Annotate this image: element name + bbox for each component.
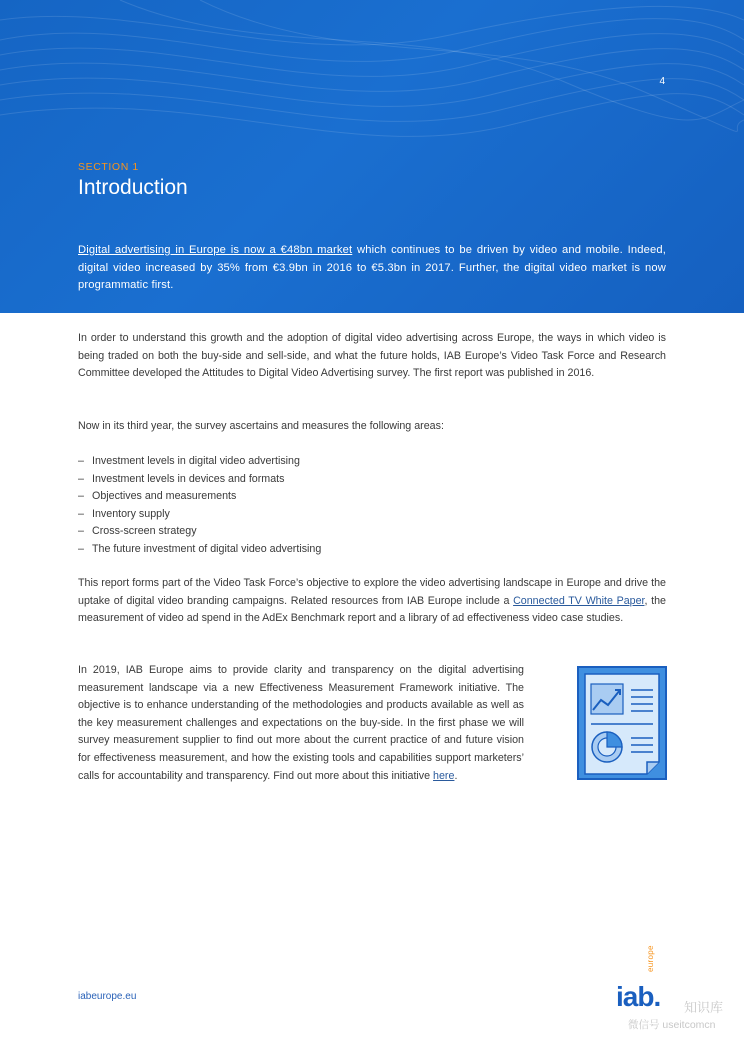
footer-url[interactable]: iabeurope.eu [78, 991, 137, 1002]
list-item: – Objectives and measurements [78, 488, 321, 506]
iab-logo-europe: europe [646, 945, 655, 972]
list-item: – Investment levels in devices and formats [78, 471, 321, 489]
list-item: – Cross-screen strategy [78, 523, 321, 541]
areas-list [78, 453, 321, 558]
p3-text-b: , the measurement of video ad spend in the AdEx Benchmark report and a library of ad effectiveness video case studies. [78, 594, 666, 625]
section-label: SECTION 1 [78, 161, 139, 173]
paragraph-task-force [78, 575, 666, 628]
p3-text-a: This report forms part of the Video Task Force’s objective to explore the video advertising landscape in Europe and drive the uptake of digital video branding campaigns. Related resources from IAB Europe include a [78, 577, 666, 607]
connected-tv-link[interactable]: Connected TV White Paper [513, 594, 645, 607]
page-title: Introduction [78, 176, 188, 199]
iab-logo: iab. [616, 981, 661, 1012]
p4-text-b: . [454, 769, 458, 782]
watermark-subtitle: 微信号 useitcomcn [628, 1019, 716, 1031]
header-banner [0, 0, 744, 313]
intro-text: which continues to be driven by video and mobile. Indeed, digital video increased by 35% from €3.9bn in 2016 to €5.3bn in 2017. Further, the digital video market is now programmatic first. [78, 244, 666, 292]
watermark-title: 知识库 [684, 1000, 724, 1015]
list-item: – Inventory supply [78, 506, 321, 524]
list-item: – The future investment of digital video advertising [78, 541, 321, 559]
initiative-link[interactable]: here [433, 769, 455, 782]
page-number: 4 [659, 76, 665, 87]
paragraph-areas-intro: Now in its third year, the survey ascertains and measures the following areas: [78, 420, 444, 432]
list-item: – Investment levels in digital video advertising [78, 453, 321, 471]
report-document-icon [577, 666, 667, 781]
market-size-link[interactable]: Digital advertising in Europe is now a €48bn market [78, 244, 353, 256]
p4-text-a: In 2019, IAB Europe aims to provide clarity and transparency on the digital advertising measurement landscape via a new Effectiveness Measurement Framework initiative. The objective is to enhance understanding of the methodologies and products available as well as the key measurement challenges and expectations on the buy-side. In the first phase we will survey measurement supplier to find out more about the current practice of and future vision for effectiveness measurement, and how the existing tools and capabilities support marketers’ calls for accountability and transparency. Find out more about this initiative [78, 664, 524, 782]
paragraph-measurement [78, 662, 524, 785]
paragraph-growth: In order to understand this growth and the adoption of digital video advertising across Europe, the ways in which video is being traded on both the buy-side and sell-side, and what the future holds, IAB Europe’s Video Task Force and Research Committee developed the Attitudes to Digital Video Advertising survey. The first report was published in 2016. [78, 332, 666, 380]
intro-paragraph [78, 242, 666, 295]
